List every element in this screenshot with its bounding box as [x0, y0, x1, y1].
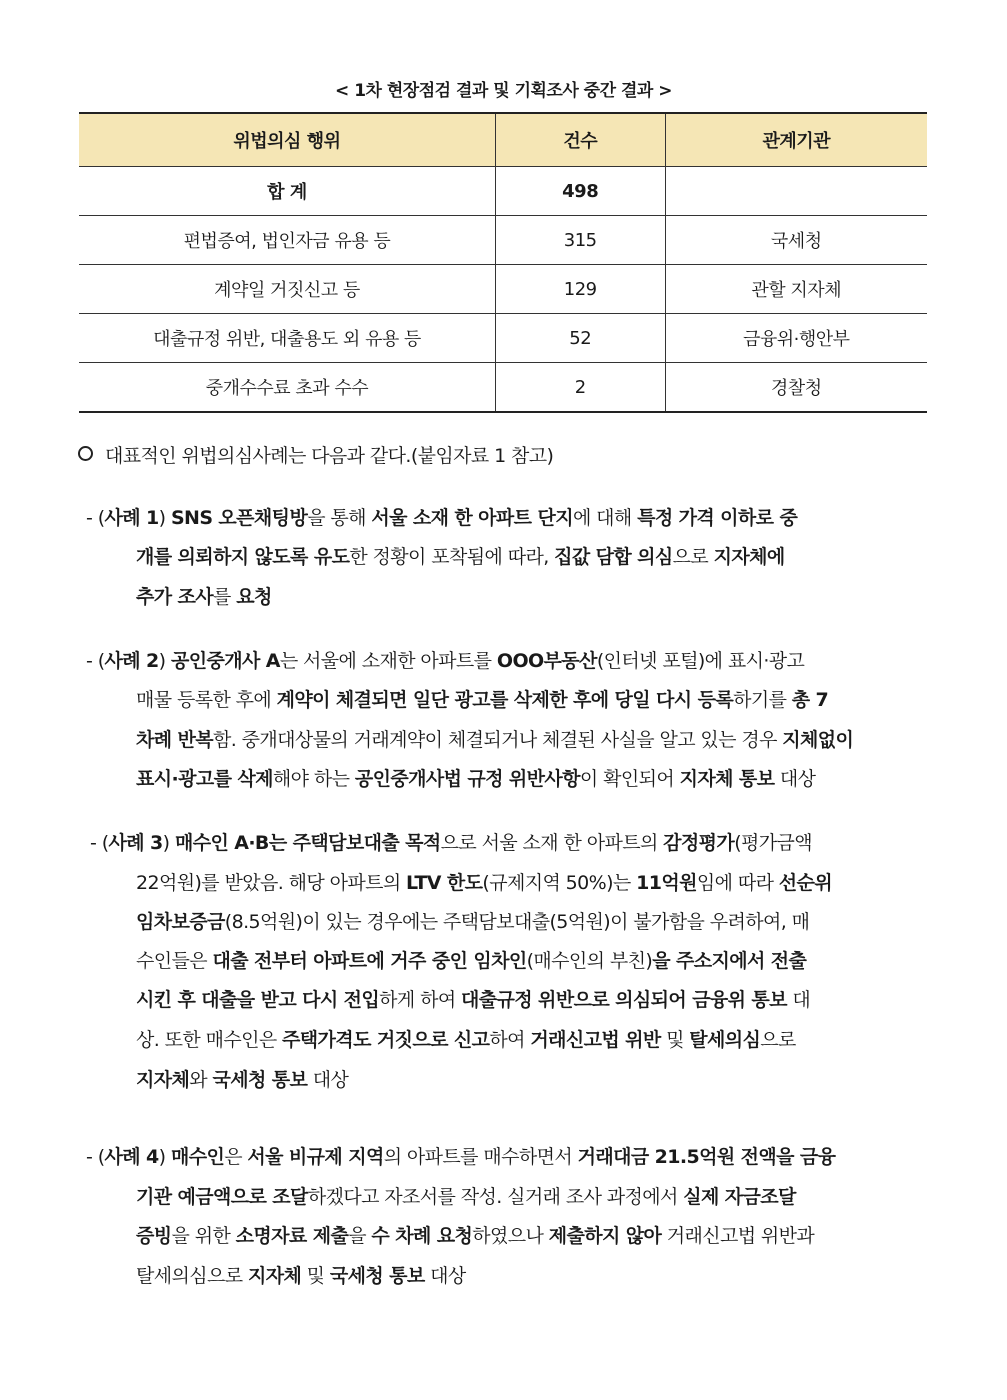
emphasis: 국세청 통보 — [212, 1069, 308, 1091]
text-run: ) — [158, 507, 171, 529]
emphasis: 실제 자금조달 — [683, 1186, 796, 1208]
emphasis: 거래신고법 위반 — [530, 1029, 661, 1051]
row-agency: 국세청 — [665, 216, 927, 265]
case-line — [136, 542, 785, 569]
emphasis: LTV 한도 — [406, 872, 483, 894]
row-agency: 경찰청 — [665, 363, 927, 413]
case-line — [90, 828, 812, 855]
text-run: 하게 하여 — [379, 989, 462, 1011]
emphasis: 국세청 통보 — [329, 1265, 425, 1287]
intro-paragraph — [78, 441, 553, 468]
table-row — [79, 363, 927, 413]
text-run: 한 정황이 포착됨에 따라, — [349, 546, 555, 568]
case-line — [136, 946, 806, 973]
header-act: 위법의심 행위 — [79, 113, 495, 167]
emphasis: 지자체 — [247, 1265, 302, 1287]
emphasis: 탈세의심 — [689, 1029, 761, 1051]
emphasis: 대출규정 위반으로 의심되어 금융위 통보 — [461, 989, 787, 1011]
text-run: - ( — [86, 1146, 105, 1168]
text-run: ) — [158, 1146, 171, 1168]
text-run: 은 — [224, 1146, 248, 1168]
emphasis: 지자체 통보 — [679, 768, 775, 790]
emphasis: 기관 예금액으로 조달 — [136, 1186, 308, 1208]
text-run: 을 — [348, 1225, 372, 1247]
text-run: ) — [162, 832, 175, 854]
emphasis: 지자체 — [136, 1069, 190, 1091]
case-line — [136, 1025, 796, 1052]
emphasis: 집값 담합 의심 — [554, 546, 673, 568]
emphasis: 차례 반복 — [136, 729, 214, 751]
text-run: 을 위한 — [171, 1225, 236, 1247]
text-run: 하기를 — [733, 689, 792, 711]
text-run: 상. 또한 매수인은 — [136, 1029, 283, 1051]
row-act: 계약일 거짓신고 등 — [79, 265, 495, 314]
emphasis: 계약이 체결되면 일단 광고를 삭제한 후에 당일 다시 등록 — [276, 689, 734, 711]
emphasis: 거래대금 21.5억원 전액을 금융 — [577, 1146, 836, 1168]
emphasis: 증빙 — [136, 1225, 172, 1247]
text-run: 하겠다고 자조서를 작성. 실거래 조사 과정에서 — [307, 1186, 684, 1208]
header-agency: 관계기관 — [665, 113, 927, 167]
table-header-row — [79, 113, 927, 167]
emphasis: 주택담보대출 목적 — [292, 832, 441, 854]
case-line — [136, 985, 810, 1012]
case-line — [136, 907, 809, 934]
emphasis: 대출 전부터 아파트에 거주 중인 임차인 — [212, 950, 527, 972]
row-agency: 관할 지자체 — [665, 265, 927, 314]
emphasis: 표시·광고를 삭제 — [136, 768, 273, 790]
text-run: 임에 따라 — [696, 872, 779, 894]
header-count: 건수 — [495, 113, 665, 167]
case-line — [136, 1182, 796, 1209]
table-row — [79, 314, 927, 363]
emphasis: 매수인 — [170, 1146, 225, 1168]
case-line — [86, 646, 804, 673]
text-run: 해야 하는 — [272, 768, 355, 790]
case-line — [136, 764, 815, 791]
emphasis: 제출하지 않아 — [548, 1225, 662, 1247]
case-line — [136, 1221, 814, 1248]
text-run: 를 — [213, 586, 237, 608]
case-line — [136, 868, 832, 895]
row-act: 편법증여, 법인자금 유용 등 — [79, 216, 495, 265]
text-run: 및 — [660, 1029, 690, 1051]
case-line — [136, 582, 272, 609]
emphasis: 서울 소재 한 아파트 단지 — [371, 507, 573, 529]
emphasis: 공인중개사 A — [170, 650, 280, 672]
text-run: - ( — [86, 650, 105, 672]
table-caption: < 1차 현장점검 결과 및 기획조사 중간 결과 > — [335, 81, 672, 101]
text-run: 의 아파트를 매수하면서 — [383, 1146, 578, 1168]
emphasis: 요청 — [236, 586, 272, 608]
text-run: 대 — [786, 989, 811, 1011]
text-run: 와 — [189, 1069, 213, 1091]
row-act: 대출규정 위반, 대출용도 외 유용 등 — [79, 314, 495, 363]
emphasis: 감정평가 — [663, 832, 735, 854]
intro-text: 대표적인 위법의심사례는 다음과 같다.(붙임자료 1 참고) — [105, 445, 554, 467]
row-act: 중개수수료 초과 수수 — [79, 363, 495, 413]
case-line — [136, 1065, 348, 1092]
emphasis: 공인중개사법 규정 위반사항 — [354, 768, 580, 790]
text-run: ) — [158, 650, 171, 672]
text-run: 이 확인되어 — [579, 768, 680, 790]
text-run: (8.5억원)이 있는 경우에는 주택담보대출(5억원)이 불가함을 우려하여, 매 — [224, 911, 810, 933]
text-run: (규제지역 50%)는 — [482, 872, 637, 894]
emphasis: 11억원 — [636, 872, 697, 894]
case-label: 사례 3 — [108, 832, 163, 854]
bullet-circle-icon — [78, 446, 93, 461]
row-count: 129 — [495, 265, 665, 314]
text-run: 대상 — [424, 1265, 466, 1287]
table-row — [79, 216, 927, 265]
emphasis: 임차보증금 — [136, 911, 225, 933]
text-run: 하였으나 — [472, 1225, 549, 1247]
text-run: 으로 서울 소재 한 아파트의 — [440, 832, 664, 854]
row-agency: 금융위·행안부 — [665, 314, 927, 363]
emphasis: 을 주소지에서 전출 — [652, 950, 807, 972]
emphasis: 추가 조사 — [136, 586, 214, 608]
total-label: 합 계 — [79, 167, 495, 216]
text-run: 으로 — [760, 1029, 796, 1051]
row-count: 2 — [495, 363, 665, 413]
text-run: 하여 — [489, 1029, 531, 1051]
emphasis: 총 7 — [791, 689, 829, 711]
inspection-result-table — [79, 112, 927, 413]
case-line — [136, 1261, 466, 1288]
emphasis: 수 차례 요청 — [371, 1225, 473, 1247]
row-count: 315 — [495, 216, 665, 265]
emphasis: SNS 오픈채팅방 — [170, 507, 308, 529]
case-line — [86, 1142, 835, 1169]
emphasis: 소명자료 제출 — [235, 1225, 349, 1247]
text-run: 으로 — [672, 546, 714, 568]
emphasis: 특정 가격 이하로 중 — [637, 507, 798, 529]
case-line — [136, 725, 853, 752]
text-run: (평가금액 — [734, 832, 813, 854]
total-count: 498 — [495, 167, 665, 216]
emphasis: 매수인 A·B는 — [174, 832, 293, 854]
text-run: 및 — [301, 1265, 330, 1287]
case-line — [136, 685, 828, 712]
text-run: 는 서울에 소재한 아파트를 — [279, 650, 497, 672]
text-run: 탈세의심으로 — [136, 1265, 248, 1287]
text-run: 22억원)를 받았음. 해당 아파트의 — [136, 872, 407, 894]
case-label: 사례 4 — [104, 1146, 159, 1168]
emphasis: 선순위 — [778, 872, 833, 894]
text-run: (인터넷 포털)에 표시·광고 — [596, 650, 805, 672]
text-run: 거래신고법 위반과 — [661, 1225, 815, 1247]
text-run: 수인들은 — [136, 950, 213, 972]
emphasis: 시킨 후 대출을 받고 다시 전입 — [136, 989, 380, 1011]
text-run: - ( — [90, 832, 109, 854]
text-run: 매물 등록한 후에 — [136, 689, 277, 711]
emphasis: 지체없이 — [782, 729, 854, 751]
text-run: 에 대해 — [572, 507, 638, 529]
text-run: - ( — [86, 507, 105, 529]
emphasis: 서울 비규제 지역 — [247, 1146, 384, 1168]
case-label: 사례 2 — [104, 650, 159, 672]
emphasis: 주택가격도 거짓으로 신고 — [282, 1029, 490, 1051]
emphasis: 지자체에 — [713, 546, 785, 568]
table-total-row — [79, 167, 927, 216]
case-line — [86, 503, 797, 530]
text-run: 함. 중개대상물의 거래계약이 체결되거나 체결된 사실을 알고 있는 경우 — [213, 729, 783, 751]
case-label: 사례 1 — [104, 507, 159, 529]
emphasis: 개를 의뢰하지 않도록 유도 — [136, 546, 350, 568]
row-count: 52 — [495, 314, 665, 363]
table-row — [79, 265, 927, 314]
total-agency — [665, 167, 927, 216]
text-run: 대상 — [774, 768, 816, 790]
emphasis: OOO부동산 — [496, 650, 597, 672]
text-run: 대상 — [307, 1069, 349, 1091]
text-run: (매수인의 부친) — [526, 950, 653, 972]
text-run: 을 통해 — [307, 507, 372, 529]
